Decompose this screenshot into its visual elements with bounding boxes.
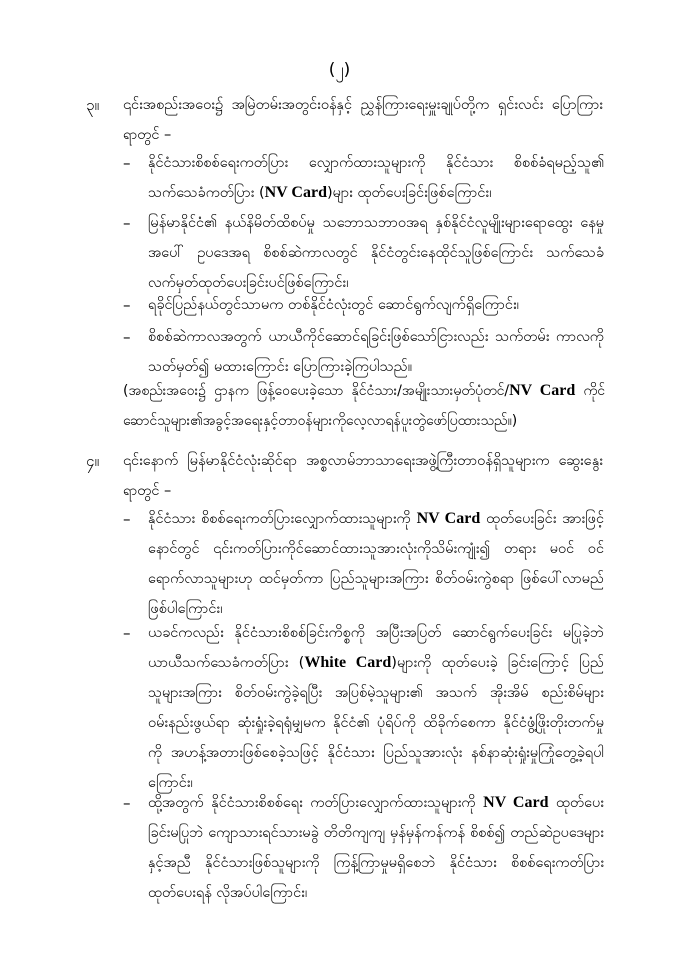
latin-term: NV Card <box>264 184 327 201</box>
bullet-text: စိစစ်ဆဲကာလအတွက် ယာယီကိုင်ဆောင်ရခြင်းဖြစ်သော်ငြားလည်း သက်တမ်း ကာလကို သတ်မှတ်၍ မထားကြောင်း ပြောကြားခဲ့ကြပါသည်။ <box>148 329 604 375</box>
latin-term: White Card <box>304 654 392 671</box>
bullet-text: နိုင်ငံသားစိစစ်ရေးကတ်ပြား လျှောက်ထားသူများကို နိုင်ငံသား စိစစ်ခံရမည့်သူ၏ သက်သေခံကတ်ပြား (NV Card)များ ထုတ်ပေးခြင်းဖြစ်ကြောင်း၊ <box>148 155 604 201</box>
bullet-dash: – <box>123 214 131 232</box>
section-note: (အစည်းအဝေး၌ ဌာနက ဖြန့်ဝေပေးခဲ့သော နိုင်ငံသား/အမျိုးသားမှတ်ပုံတင်/NV Card ကိုင်ဆောင်သူများ၏အခွင့်အရေးနှင့်တာဝန်များကိုလေ့လာရန်ပူးတွဲဖော်ပြထားသည်။) <box>123 382 605 429</box>
bullet-dash: – <box>123 794 131 812</box>
latin-term: NV Card <box>416 510 481 527</box>
latin-term: NV Card <box>509 382 576 399</box>
bullet-text: ယခင်ကလည်း နိုင်ငံသားစိစစ်ခြင်းကိစ္စကို အပြီးအပြတ် ဆောင်ရွက်ပေးခြင်း မပြုခဲ့ဘဲ ယာယီသက်သေခံကတ်ပြား (White Card)များကို ထုတ်ပေးခဲ့ ခြင်းကြောင့် ပြည်သူများအကြား စိတ်ဝမ်းကွဲခဲ့ရပြီး အပြစ်မဲ့သူများ၏ အသက် အိုးအိမ် စည်းစိမ်များ ဝမ်းနည်းဖွယ်ရာ ဆုံးရှုံးခဲ့ရရုံမျှမက နိုင်ငံ၏ ပုံရိပ်ကို ထိခိုက်စေကာ နိုင်ငံဖွံ့ဖြိုးတိုးတက်မှုကို အဟန့်အတားဖြစ်စေခဲ့သဖြင့် နိုင်ငံသား ပြည်သူအားလုံး နစ်နာဆုံးရှုံးမှုကြုံတွေ့ခဲ့ရပါကြောင်း၊ <box>148 625 604 791</box>
section-number: ၄။ <box>86 452 99 470</box>
bullet-text: ရခိုင်ပြည်နယ်တွင်သာမက တစ်နိုင်ငံလုံးတွင် ဆောင်ရွက်လျက်ရှိကြောင်း၊ <box>148 297 519 313</box>
section-heading: ၎င်းနောက် မြန်မာနိုင်ငံလုံးဆိုင်ရာ အစ္စလာမ်ဘာသာရေးအဖွဲ့ကြီးတာဝန်ရှိသူများက ဆွေးနွေးရာတွင် – <box>123 453 603 499</box>
section-heading: ၎င်းအစည်းအဝေး၌ အမြဲတမ်းအတွင်းဝန်နှင့် ညွှန်ကြားရေးမှူးချုပ်တို့က ရှင်းလင်း ပြောကြားရာတွင် – <box>123 97 603 143</box>
bullet-dash: – <box>123 296 131 314</box>
bullet-dash: – <box>123 510 131 528</box>
bullet-dash: – <box>123 154 131 172</box>
page-number: (၂) <box>328 60 351 80</box>
bullet-dash: – <box>123 328 131 346</box>
bullet-dash: – <box>123 624 131 642</box>
bullet-text: မြန်မာနိုင်ငံ၏ နယ်နိမိတ်ထိစပ်မှု သဘောသဘာဝအရ နှစ်နိုင်ငံလူမျိုးများရောထွေး နေမှုအပေါ် ဥပဒေအရ စိစစ်ဆဲကာလတွင် နိုင်ငံတွင်းနေထိုင်သူဖြစ်ကြောင်း သက်သေခံ လက်မှတ်ထုတ်ပေးခြင်းပင်ဖြစ်ကြောင်း၊ <box>148 215 604 291</box>
bullet-text: ထို့အတွက် နိုင်ငံသားစိစစ်ရေး ကတ်ပြားလျှောက်ထားသူများကို NV Card ထုတ်ပေးခြင်းမပြုဘဲ ကျောသားရင်သားမခွဲ တိတိကျကျ မှန်မှန်ကန်ကန် စိစစ်၍ တည်ဆဲဥပဒေများနှင့်အညီ နိုင်ငံသားဖြစ်သူများကို ကြန့်ကြာမှုမရှိစေဘဲ နိုင်ငံသား စိစစ်ရေးကတ်ပြား ထုတ်ပေးရန် လိုအပ်ပါကြောင်း၊ <box>148 794 604 901</box>
bullet-text: နိုင်ငံသား စိစစ်ရေးကတ်ပြားလျှောက်ထားသူများကို NV Card ထုတ်ပေးခြင်း အားဖြင့် နောင်တွင် ၎င်းကတ်ပြားကိုင်ဆောင်ထားသူအားလုံးကိုသိမ်းကျုံး၍ တရား မဝင် ဝင်ရောက်လာသူများဟု ထင်မှတ်ကာ ပြည်သူများအကြား စိတ်ဝမ်းကွဲစရာ ဖြစ်ပေါ်လာမည်ဖြစ်ပါကြောင်း၊ <box>148 510 604 617</box>
latin-term: NV Card <box>483 794 549 811</box>
section-number: ၃။ <box>86 96 99 114</box>
